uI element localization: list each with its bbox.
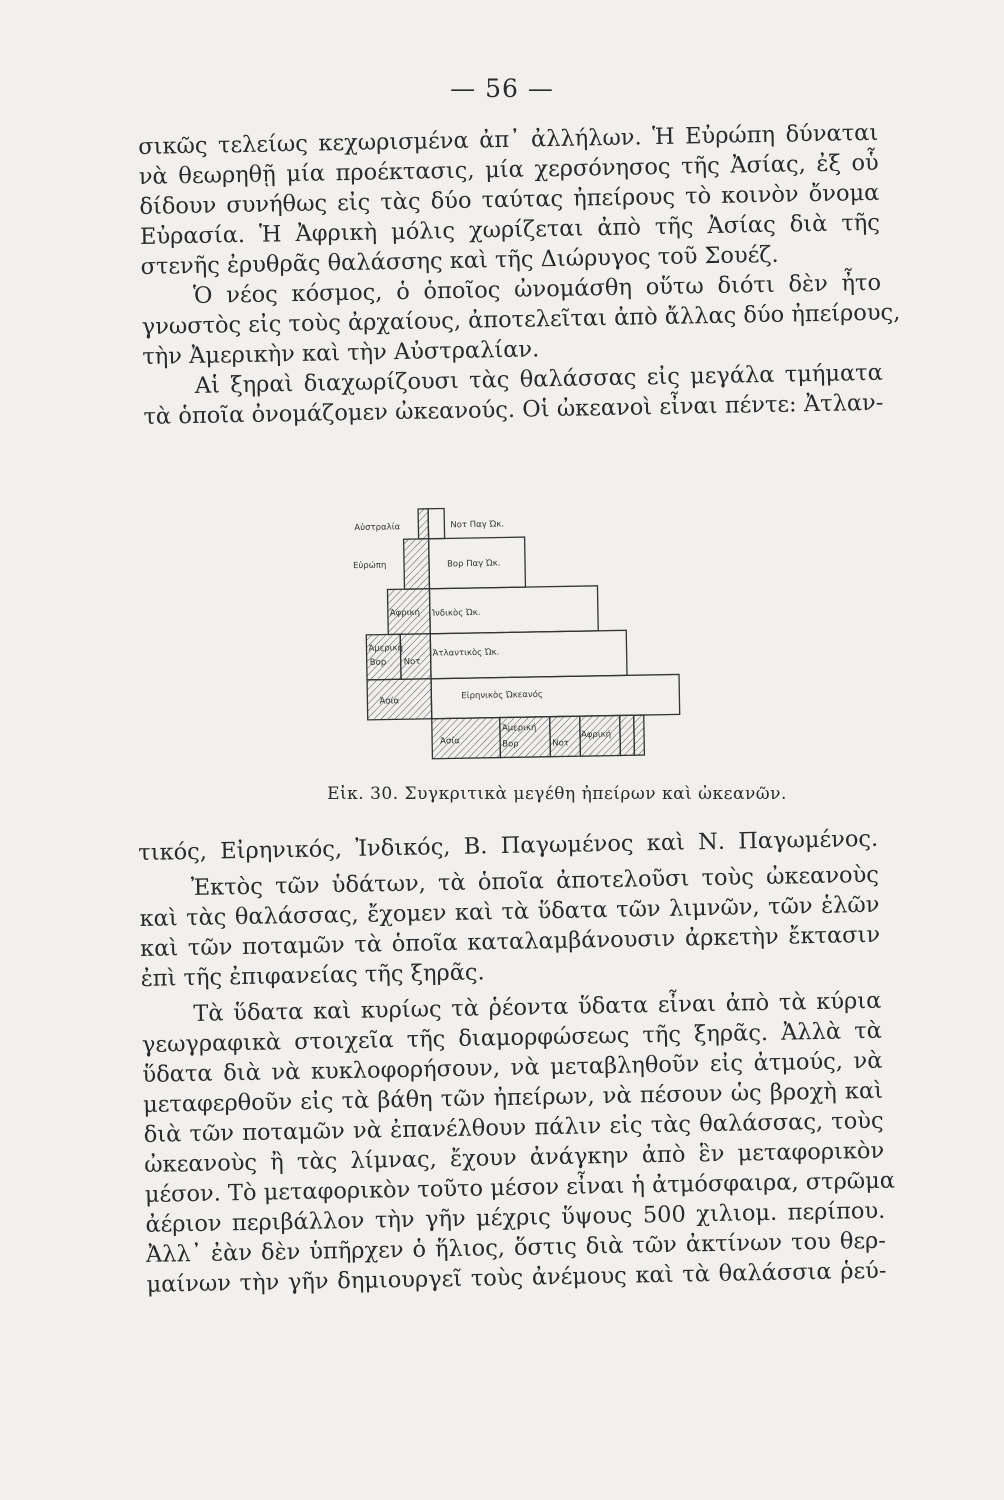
text-line: στενῆς ἐρυθρᾶς θαλάσσης καὶ τῆς Διώρυγος τοῦ Σουέζ. — [140, 241, 779, 280]
text-line: τὰ ὁποῖα ὀνομάζομεν ὠκεανούς. Οἱ ὠκεανοὶ εἶναι πέντε: Ἀτλαν- — [143, 389, 884, 430]
australia-block — [418, 509, 429, 539]
label-indian-ocean: Ἰνδικὸς Ὠκ. — [431, 607, 481, 619]
text-line: γεωγραφικὰ στοιχεῖα τῆς διαμορφώσεως τῆς ξηρᾶς. Ἀλλὰ τὰ — [141, 1017, 883, 1058]
text-line: καὶ τῶν ποταμῶν τὰ ὁποῖα καταλαμβάνουσιν ἀρκετὴν ἔκτασιν — [139, 921, 881, 962]
text-line: μέσον. Τὸ μεταφορικὸν τοῦτο μέσον εἶναι ἡ ἀτμόσφαιρα, στρῶμα — [144, 1167, 896, 1208]
text-line: τικός, Εἰρηνικός, Ἰνδικός, Β. Παγωμένος καὶ Ν. Παγωμένος. — [138, 825, 879, 866]
body-text-top — [138, 118, 901, 432]
label-south-bottom: Νοτ — [552, 738, 569, 749]
label-europe: Εὐρώπη — [352, 560, 387, 572]
america-south-bottom-block — [550, 716, 581, 757]
label-africa: Ἀφρική — [389, 607, 421, 619]
text-line: ἀέριον περιβάλλον τὴν γῆν μέχρις ὕψους 500 χιλιομ. περίπου. — [145, 1197, 886, 1238]
text-line: τὴν Ἀμερικὴν καὶ τὴν Αὐστραλίαν. — [142, 336, 540, 370]
text-line: δίδουν συνήθως εἰς τὰς δύο ταύτας ἠπείρους τὸ κοινὸν ὄνομα — [139, 179, 880, 220]
label-atlantic-ocean: Ἀτλαντικὸς Ὠκ. — [432, 647, 500, 659]
body-text-bottom — [138, 824, 896, 1300]
europe-bottom-block — [620, 715, 635, 755]
text-line: νὰ θεωρηθῇ μία προέκτασις, μία χερσόνησος τῆς Ἀσίας, ἐξ οὗ — [138, 149, 879, 190]
text-line: διὰ τῶν ποταμῶν νὰ ἐπανέλθουν πάλιν εἰς τὰς θαλάσσας, τοὺς — [143, 1107, 884, 1148]
south-arctic-block — [428, 508, 445, 538]
text-line: Ἐκτὸς τῶν ὑδάτων, τὰ ὁποῖα ἀποτελοῦσι τοὺς ὠκεανοὺς — [190, 861, 880, 901]
label-asia: Ἀσία — [379, 696, 400, 707]
asia-block — [367, 679, 432, 720]
label-north-bottom: Βορ — [502, 739, 519, 750]
label-south-arctic: Νοτ Παγ Ὠκ. — [450, 519, 505, 531]
text-line: καὶ τὰς θαλάσσας, ἔχομεν καὶ τὰ ὕδατα τῶν λιμνῶν, τῶν ἑλῶν — [139, 891, 880, 932]
text-line: ὠκεανοὺς ἢ τὰς λίμνας, ἔχουν ἀνάγκην ἀπὸ ἓν μεταφορικὸν — [144, 1137, 885, 1178]
comparison-diagram — [352, 499, 684, 765]
label-north-arctic: Βορ Παγ Ὠκ. — [446, 558, 501, 570]
label-australia: Αὐστραλία — [354, 522, 401, 534]
text-line: Ἀλλ᾽ ἐὰν δὲν ὑπῆρχεν ὁ ἥλιος, ὅστις διὰ τῶν ἀκτίνων του θερ- — [145, 1227, 887, 1268]
figure-continents-oceans — [352, 499, 684, 765]
text-line: σικῶς τελείως κεχωρισμένα ἀπ᾽ ἀλλήλων. Ἡ Εὐρώπη δύναται — [138, 119, 879, 160]
europe-block — [404, 539, 430, 589]
text-line: μεταφερθοῦν εἰς τὰ βάθη τῶν ἠπείρων, νὰ πέσουν ὡς βροχὴ καὶ — [142, 1077, 884, 1118]
text-line: Αἱ ξηραὶ διαχωρίζουσι τὰς θαλάσσας εἰς μεγάλα τμήματα — [194, 359, 884, 399]
text-line: Εὐρασία. Ἡ Ἀφρικὴ μόλις χωρίζεται ἀπὸ τῆς Ἀσίας διὰ τῆς — [139, 209, 881, 250]
label-africa-bottom: Ἀφρική — [580, 729, 612, 741]
australia-bottom-block — [634, 715, 645, 755]
label-north: Βορ — [369, 657, 387, 668]
text-line: ὕδατα διὰ νὰ κυκλοφορήσουν, νὰ μεταβληθοῦν εἰς ἀτμούς, νὰ — [142, 1047, 883, 1088]
text-line: Τὰ ὕδατα καὶ κυρίως τὰ ῥέοντα ὕδατα εἶναι ἀπὸ τὰ κύρια — [193, 987, 882, 1027]
text-line: Ὁ νέος κόσμος, ὁ ὁποῖος ὠνομάσθη οὕτω διότι δὲν ἦτο — [192, 269, 882, 309]
label-america-bottom: Ἀμερική — [501, 722, 537, 734]
label-pacific-ocean: Εἰρηνικὸς Ὠκεανός — [461, 689, 543, 702]
label-asia-bottom: Ἀσία — [440, 736, 460, 747]
text-line: γνωστὸς εἰς τοὺς ἀρχαίους, ἀποτελεῖται ἀπὸ ἄλλας δύο ἠπείρους, — [141, 299, 901, 340]
text-line: μαίνων τὴν γῆν δημιουργεῖ τοὺς ἀνέμους καὶ τὰ θαλάσσια ῥεύ- — [146, 1257, 887, 1298]
page-number: — 56 — — [450, 74, 554, 103]
label-america: Ἀμερική — [368, 643, 404, 654]
text-line: ἐπὶ τῆς ἐπιφανείας τῆς ξηρᾶς. — [140, 959, 485, 992]
figure-caption: Εἰκ. 30. Συγκριτικὰ μεγέθη ἠπείρων καὶ ὠκεανῶν. — [327, 784, 787, 804]
label-south: Νοτ — [403, 656, 421, 668]
